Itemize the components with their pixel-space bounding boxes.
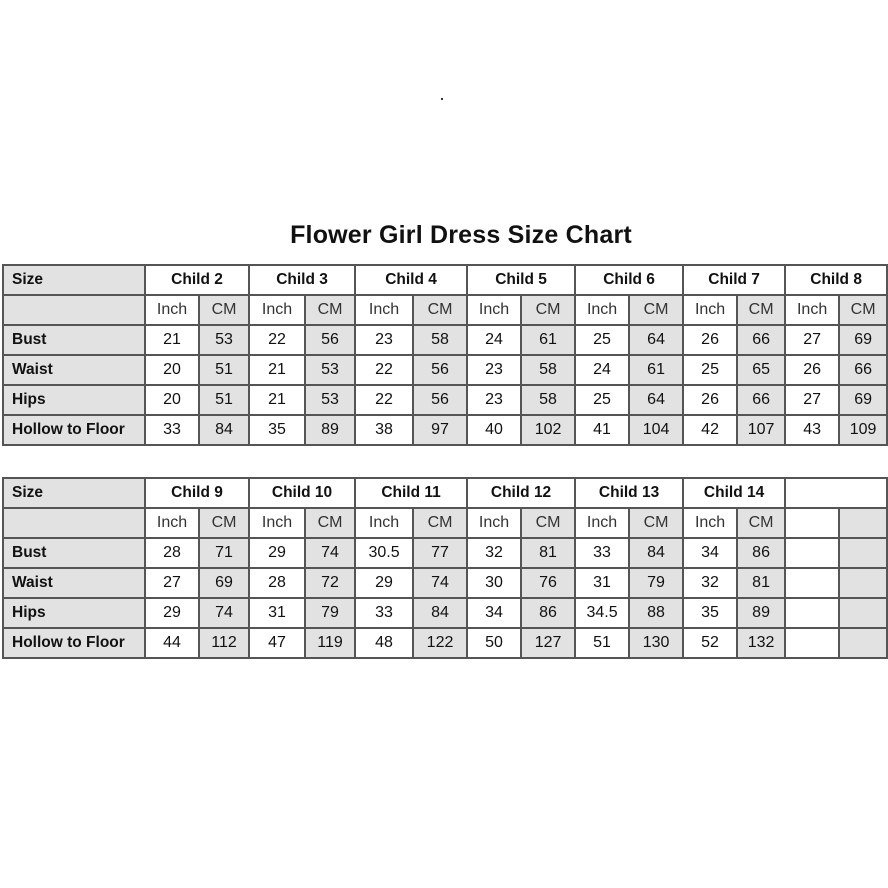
cm-value: 74	[199, 598, 249, 628]
inch-value: 28	[145, 538, 199, 568]
inch-value: 33	[575, 538, 629, 568]
cm-value: 53	[199, 325, 249, 355]
inch-value: 28	[249, 568, 305, 598]
cm-value: 86	[521, 598, 575, 628]
cm-value: 74	[305, 538, 355, 568]
cm-value: 76	[521, 568, 575, 598]
table-row	[3, 568, 887, 598]
inch-value: 33	[355, 598, 413, 628]
inch-value: 26	[785, 355, 839, 385]
inch-value: 24	[467, 325, 521, 355]
cm-value: 61	[629, 355, 683, 385]
inch-value: 44	[145, 628, 199, 658]
inch-value: 30	[467, 568, 521, 598]
unit-inch-label: Inch	[683, 508, 737, 538]
size-group-header	[785, 478, 887, 508]
inch-value: 35	[683, 598, 737, 628]
size-group-header: Child 9	[145, 478, 249, 508]
unit-row-blank	[3, 295, 145, 325]
cm-value: 79	[629, 568, 683, 598]
cm-value: 81	[521, 538, 575, 568]
inch-value: 29	[355, 568, 413, 598]
measurement-label: Waist	[3, 568, 145, 598]
inch-value	[785, 538, 839, 568]
table-row	[3, 628, 887, 658]
inch-value: 23	[355, 325, 413, 355]
inch-value: 25	[575, 325, 629, 355]
unit-inch-label: Inch	[355, 295, 413, 325]
cm-value	[839, 598, 887, 628]
size-group-header: Child 13	[575, 478, 683, 508]
cm-value: 97	[413, 415, 467, 445]
unit-inch-label: Inch	[575, 295, 629, 325]
size-group-header: Child 8	[785, 265, 887, 295]
cm-value: 109	[839, 415, 887, 445]
inch-value: 26	[683, 385, 737, 415]
unit-inch-label: Inch	[467, 295, 521, 325]
cm-value: 81	[737, 568, 785, 598]
unit-cm-label: CM	[521, 508, 575, 538]
table-row	[3, 355, 887, 385]
unit-inch-label: Inch	[683, 295, 737, 325]
unit-cm-label: CM	[305, 295, 355, 325]
inch-value: 33	[145, 415, 199, 445]
cm-value: 66	[737, 385, 785, 415]
inch-value: 32	[683, 568, 737, 598]
inch-value: 52	[683, 628, 737, 658]
cm-value: 102	[521, 415, 575, 445]
cm-value: 66	[737, 325, 785, 355]
cm-value	[839, 568, 887, 598]
cm-value: 130	[629, 628, 683, 658]
inch-value	[785, 568, 839, 598]
inch-value: 20	[145, 355, 199, 385]
size-group-header: Child 12	[467, 478, 575, 508]
unit-cm-label: CM	[521, 295, 575, 325]
cm-value: 89	[737, 598, 785, 628]
size-table-1	[2, 264, 888, 446]
inch-value: 40	[467, 415, 521, 445]
inch-value: 47	[249, 628, 305, 658]
unit-inch-label: Inch	[249, 508, 305, 538]
cm-value: 58	[413, 325, 467, 355]
size-group-header: Child 5	[467, 265, 575, 295]
inch-value: 23	[467, 355, 521, 385]
cm-value: 84	[629, 538, 683, 568]
inch-value: 35	[249, 415, 305, 445]
measurement-label: Bust	[3, 325, 145, 355]
inch-value: 26	[683, 325, 737, 355]
inch-value: 34	[683, 538, 737, 568]
inch-value: 31	[575, 568, 629, 598]
table-row	[3, 385, 887, 415]
size-table-2	[2, 477, 888, 659]
unit-cm-label: CM	[737, 508, 785, 538]
unit-cm-label: CM	[629, 508, 683, 538]
cm-value	[839, 538, 887, 568]
table-row	[3, 538, 887, 568]
cm-value: 53	[305, 355, 355, 385]
cm-value: 58	[521, 385, 575, 415]
inch-value: 48	[355, 628, 413, 658]
size-group-header: Child 7	[683, 265, 785, 295]
unit-header-row	[3, 508, 887, 538]
inch-value: 22	[355, 385, 413, 415]
measurement-label: Hips	[3, 385, 145, 415]
size-group-header: Child 6	[575, 265, 683, 295]
cm-value: 56	[305, 325, 355, 355]
cm-value: 132	[737, 628, 785, 658]
size-group-header: Child 3	[249, 265, 355, 295]
inch-value: 27	[785, 325, 839, 355]
row-header-size: Size	[3, 478, 145, 508]
cm-value: 77	[413, 538, 467, 568]
cm-value: 65	[737, 355, 785, 385]
measurement-label: Hollow to Floor	[3, 628, 145, 658]
size-header-row	[3, 478, 887, 508]
unit-cm-label: CM	[199, 508, 249, 538]
cm-value: 122	[413, 628, 467, 658]
unit-inch-label: Inch	[575, 508, 629, 538]
inch-value: 51	[575, 628, 629, 658]
unit-inch-label: Inch	[785, 295, 839, 325]
cm-value: 72	[305, 568, 355, 598]
measurement-label: Hollow to Floor	[3, 415, 145, 445]
cm-value	[839, 628, 887, 658]
cm-value: 71	[199, 538, 249, 568]
inch-value: 34.5	[575, 598, 629, 628]
inch-value: 21	[249, 355, 305, 385]
size-group-header: Child 2	[145, 265, 249, 295]
size-group-header: Child 10	[249, 478, 355, 508]
inch-value: 34	[467, 598, 521, 628]
cm-value: 107	[737, 415, 785, 445]
cm-value: 64	[629, 385, 683, 415]
cm-value: 89	[305, 415, 355, 445]
inch-value: 50	[467, 628, 521, 658]
size-group-header: Child 4	[355, 265, 467, 295]
cm-value: 74	[413, 568, 467, 598]
cm-value: 51	[199, 385, 249, 415]
inch-value: 25	[683, 355, 737, 385]
unit-row-blank	[3, 508, 145, 538]
inch-value: 22	[249, 325, 305, 355]
row-header-size: Size	[3, 265, 145, 295]
cm-value: 84	[413, 598, 467, 628]
unit-inch-label: Inch	[145, 295, 199, 325]
size-header-row	[3, 265, 887, 295]
unit-cm-label: CM	[305, 508, 355, 538]
inch-value: 21	[145, 325, 199, 355]
cm-value: 61	[521, 325, 575, 355]
speck	[441, 98, 443, 100]
table-row	[3, 598, 887, 628]
unit-cm-label: CM	[737, 295, 785, 325]
inch-value: 22	[355, 355, 413, 385]
cm-value: 69	[839, 325, 887, 355]
cm-value: 79	[305, 598, 355, 628]
cm-value: 86	[737, 538, 785, 568]
inch-value: 23	[467, 385, 521, 415]
unit-cm-label: CM	[839, 295, 887, 325]
cm-value: 119	[305, 628, 355, 658]
cm-value: 66	[839, 355, 887, 385]
cm-value: 69	[199, 568, 249, 598]
cm-value: 56	[413, 355, 467, 385]
inch-value: 24	[575, 355, 629, 385]
inch-value: 27	[145, 568, 199, 598]
cm-value: 127	[521, 628, 575, 658]
cm-value: 56	[413, 385, 467, 415]
measurement-label: Waist	[3, 355, 145, 385]
size-group-header: Child 11	[355, 478, 467, 508]
unit-inch-label: Inch	[145, 508, 199, 538]
inch-value: 29	[249, 538, 305, 568]
unit-header-row	[3, 295, 887, 325]
cm-value: 64	[629, 325, 683, 355]
cm-value: 69	[839, 385, 887, 415]
inch-value: 42	[683, 415, 737, 445]
cm-value: 104	[629, 415, 683, 445]
cm-value: 112	[199, 628, 249, 658]
inch-value: 43	[785, 415, 839, 445]
cm-value: 51	[199, 355, 249, 385]
inch-value	[785, 628, 839, 658]
inch-value: 29	[145, 598, 199, 628]
unit-inch-label	[785, 508, 839, 538]
unit-inch-label: Inch	[467, 508, 521, 538]
table-row	[3, 325, 887, 355]
inch-value: 32	[467, 538, 521, 568]
inch-value	[785, 598, 839, 628]
inch-value: 21	[249, 385, 305, 415]
unit-cm-label	[839, 508, 887, 538]
inch-value: 38	[355, 415, 413, 445]
inch-value: 25	[575, 385, 629, 415]
unit-inch-label: Inch	[249, 295, 305, 325]
inch-value: 31	[249, 598, 305, 628]
cm-value: 58	[521, 355, 575, 385]
measurement-label: Hips	[3, 598, 145, 628]
cm-value: 53	[305, 385, 355, 415]
inch-value: 41	[575, 415, 629, 445]
unit-cm-label: CM	[413, 295, 467, 325]
unit-cm-label: CM	[629, 295, 683, 325]
inch-value: 30.5	[355, 538, 413, 568]
size-group-header: Child 14	[683, 478, 785, 508]
inch-value: 27	[785, 385, 839, 415]
measurement-label: Bust	[3, 538, 145, 568]
table-row	[3, 415, 887, 445]
cm-value: 88	[629, 598, 683, 628]
unit-cm-label: CM	[199, 295, 249, 325]
cm-value: 84	[199, 415, 249, 445]
unit-inch-label: Inch	[355, 508, 413, 538]
unit-cm-label: CM	[413, 508, 467, 538]
chart-title: Flower Girl Dress Size Chart	[290, 221, 632, 249]
inch-value: 20	[145, 385, 199, 415]
